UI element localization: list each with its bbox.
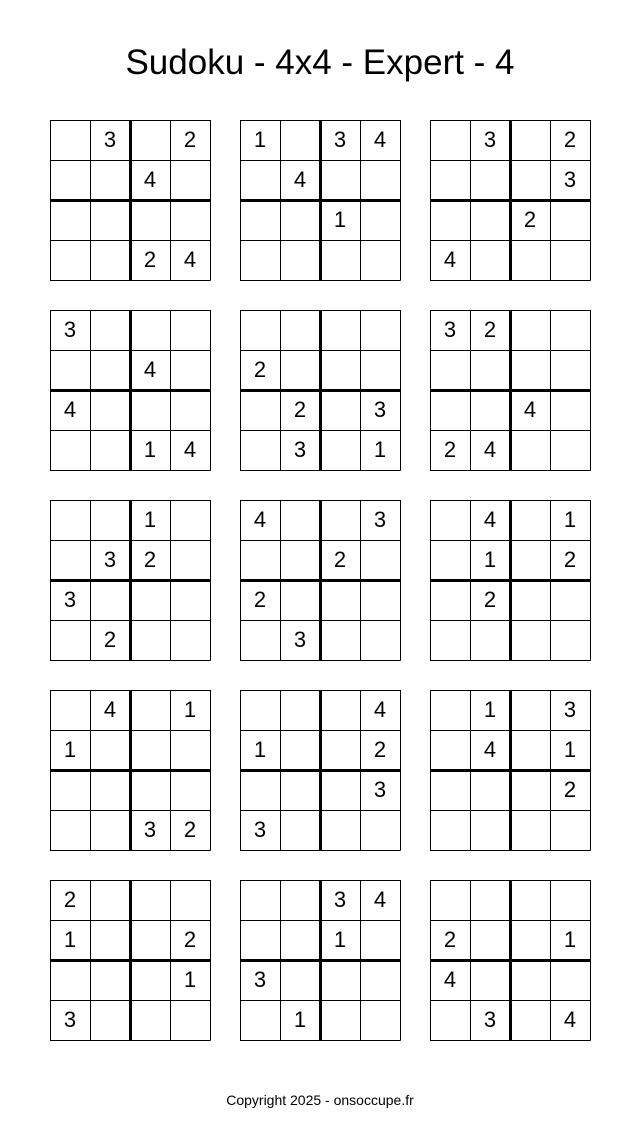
empty-cell[interactable]	[90, 310, 130, 350]
empty-cell[interactable]	[130, 390, 170, 430]
empty-cell[interactable]	[360, 200, 400, 240]
given-digit-cell: 3	[253, 817, 267, 842]
given-digit-cell: 3	[63, 1007, 77, 1032]
sudoku-grid-4	[50, 310, 210, 470]
empty-cell[interactable]	[240, 620, 280, 660]
empty-cell[interactable]	[320, 160, 360, 200]
given-digit-cell: 3	[293, 627, 307, 652]
given-digit-cell: 1	[333, 927, 347, 952]
empty-cell[interactable]	[510, 350, 550, 390]
given-digit-cell: 2	[443, 927, 457, 952]
empty-cell[interactable]	[130, 620, 170, 660]
empty-cell[interactable]	[280, 120, 320, 160]
empty-cell[interactable]	[510, 920, 550, 960]
given-digit-cell: 2	[183, 817, 197, 842]
empty-cell[interactable]	[50, 500, 90, 540]
empty-cell[interactable]	[240, 1000, 280, 1040]
given-digit-cell: 2	[563, 127, 577, 152]
empty-cell[interactable]	[130, 960, 170, 1000]
empty-cell[interactable]	[90, 810, 130, 850]
given-digit-cell: 3	[483, 1007, 497, 1032]
given-digit-cell: 4	[143, 357, 157, 382]
empty-cell[interactable]	[130, 1000, 170, 1040]
given-digit-cell: 2	[483, 587, 497, 612]
empty-cell[interactable]	[170, 200, 210, 240]
empty-cell[interactable]	[170, 770, 210, 810]
empty-cell[interactable]	[240, 690, 280, 730]
sudoku-grid-11	[240, 690, 400, 850]
empty-cell[interactable]	[170, 350, 210, 390]
empty-cell[interactable]	[550, 430, 590, 470]
empty-cell[interactable]	[280, 580, 320, 620]
empty-cell[interactable]	[280, 240, 320, 280]
empty-cell[interactable]	[130, 730, 170, 770]
empty-cell[interactable]	[130, 770, 170, 810]
empty-cell[interactable]	[430, 770, 470, 810]
empty-cell[interactable]	[170, 620, 210, 660]
empty-cell[interactable]	[430, 500, 470, 540]
empty-cell[interactable]	[90, 500, 130, 540]
empty-cell[interactable]	[130, 690, 170, 730]
empty-cell[interactable]	[430, 540, 470, 580]
empty-cell[interactable]	[430, 160, 470, 200]
empty-cell[interactable]	[550, 960, 590, 1000]
empty-cell[interactable]	[320, 240, 360, 280]
empty-cell[interactable]	[550, 580, 590, 620]
given-digit-cell: 4	[63, 397, 77, 422]
empty-cell[interactable]	[510, 430, 550, 470]
empty-cell[interactable]	[430, 1000, 470, 1040]
empty-cell[interactable]	[170, 540, 210, 580]
empty-cell[interactable]	[360, 540, 400, 580]
given-digit-cell: 4	[483, 737, 497, 762]
given-digit-cell: 1	[293, 1007, 307, 1032]
empty-cell[interactable]	[130, 200, 170, 240]
given-digit-cell: 4	[183, 437, 197, 462]
given-digit-cell: 1	[143, 437, 157, 462]
empty-cell[interactable]	[510, 240, 550, 280]
empty-cell[interactable]	[240, 880, 280, 920]
empty-cell[interactable]	[430, 620, 470, 660]
empty-cell[interactable]	[50, 240, 90, 280]
sudoku-grid-10	[50, 690, 210, 850]
empty-cell[interactable]	[320, 730, 360, 770]
empty-cell[interactable]	[130, 310, 170, 350]
given-digit-cell: 1	[333, 207, 347, 232]
given-digit-cell: 4	[373, 887, 387, 912]
empty-cell[interactable]	[360, 620, 400, 660]
empty-cell[interactable]	[510, 540, 550, 580]
empty-cell[interactable]	[50, 620, 90, 660]
given-digit-cell: 3	[63, 587, 77, 612]
sudoku-grid-2	[240, 120, 400, 280]
given-digit-cell: 4	[483, 437, 497, 462]
empty-cell[interactable]	[360, 160, 400, 200]
empty-cell[interactable]	[470, 920, 510, 960]
sudoku-grid-7	[50, 500, 210, 660]
empty-cell[interactable]	[240, 240, 280, 280]
given-digit-cell: 1	[183, 697, 197, 722]
given-digit-cell: 1	[63, 927, 77, 952]
empty-cell[interactable]	[280, 350, 320, 390]
given-digit-cell: 3	[373, 397, 387, 422]
empty-cell[interactable]	[430, 580, 470, 620]
empty-cell[interactable]	[90, 880, 130, 920]
empty-cell[interactable]	[550, 310, 590, 350]
given-digit-cell: 2	[183, 927, 197, 952]
empty-cell[interactable]	[430, 350, 470, 390]
empty-cell[interactable]	[240, 160, 280, 200]
empty-cell[interactable]	[90, 430, 130, 470]
empty-cell[interactable]	[510, 500, 550, 540]
sudoku-grid-15	[430, 880, 590, 1040]
empty-cell[interactable]	[50, 960, 90, 1000]
empty-cell[interactable]	[240, 770, 280, 810]
empty-cell[interactable]	[550, 350, 590, 390]
given-digit-cell: 2	[373, 737, 387, 762]
empty-cell[interactable]	[360, 240, 400, 280]
empty-cell[interactable]	[50, 540, 90, 580]
empty-cell[interactable]	[510, 580, 550, 620]
empty-cell[interactable]	[320, 580, 360, 620]
given-digit-cell: 4	[483, 507, 497, 532]
empty-cell[interactable]	[320, 500, 360, 540]
empty-cell[interactable]	[470, 200, 510, 240]
empty-cell[interactable]	[240, 920, 280, 960]
sudoku-grid-8	[240, 500, 400, 660]
given-digit-cell: 4	[443, 967, 457, 992]
given-digit-cell: 3	[563, 167, 577, 192]
empty-cell[interactable]	[360, 310, 400, 350]
empty-cell[interactable]	[50, 200, 90, 240]
empty-cell[interactable]	[430, 690, 470, 730]
empty-cell[interactable]	[90, 770, 130, 810]
empty-cell[interactable]	[170, 580, 210, 620]
empty-cell[interactable]	[510, 160, 550, 200]
empty-cell[interactable]	[240, 430, 280, 470]
empty-cell[interactable]	[360, 960, 400, 1000]
sudoku-grid-1	[50, 120, 210, 280]
given-digit-cell: 1	[563, 507, 577, 532]
given-digit-cell: 1	[253, 127, 267, 152]
given-digit-cell: 3	[333, 127, 347, 152]
empty-cell[interactable]	[550, 620, 590, 660]
empty-cell[interactable]	[320, 310, 360, 350]
empty-cell[interactable]	[430, 390, 470, 430]
given-digit-cell: 4	[373, 127, 387, 152]
empty-cell[interactable]	[320, 390, 360, 430]
given-digit-cell: 2	[143, 547, 157, 572]
empty-cell[interactable]	[280, 500, 320, 540]
empty-cell[interactable]	[550, 390, 590, 430]
empty-cell[interactable]	[280, 960, 320, 1000]
sudoku-grid-13	[50, 880, 210, 1040]
empty-cell[interactable]	[50, 350, 90, 390]
empty-cell[interactable]	[430, 810, 470, 850]
empty-cell[interactable]	[470, 390, 510, 430]
given-digit-cell: 3	[103, 547, 117, 572]
empty-cell[interactable]	[470, 810, 510, 850]
given-digit-cell: 3	[373, 507, 387, 532]
given-digit-cell: 4	[293, 167, 307, 192]
empty-cell[interactable]	[470, 620, 510, 660]
given-digit-cell: 1	[143, 507, 157, 532]
empty-cell[interactable]	[360, 580, 400, 620]
empty-cell[interactable]	[430, 120, 470, 160]
given-digit-cell: 1	[253, 737, 267, 762]
given-digit-cell: 2	[253, 587, 267, 612]
given-digit-cell: 2	[183, 127, 197, 152]
empty-cell[interactable]	[320, 1000, 360, 1040]
empty-cell[interactable]	[470, 770, 510, 810]
empty-cell[interactable]	[470, 160, 510, 200]
empty-cell[interactable]	[280, 770, 320, 810]
empty-cell[interactable]	[90, 350, 130, 390]
given-digit-cell: 1	[373, 437, 387, 462]
empty-cell[interactable]	[240, 540, 280, 580]
empty-cell[interactable]	[50, 690, 90, 730]
given-digit-cell: 3	[333, 887, 347, 912]
empty-cell[interactable]	[90, 730, 130, 770]
empty-cell[interactable]	[90, 960, 130, 1000]
given-digit-cell: 3	[143, 817, 157, 842]
given-digit-cell: 3	[63, 317, 77, 342]
given-digit-cell: 2	[103, 627, 117, 652]
empty-cell[interactable]	[510, 120, 550, 160]
given-digit-cell: 4	[523, 397, 537, 422]
given-digit-cell: 3	[563, 697, 577, 722]
given-digit-cell: 1	[483, 697, 497, 722]
empty-cell[interactable]	[90, 160, 130, 200]
empty-cell[interactable]	[510, 880, 550, 920]
empty-cell[interactable]	[550, 880, 590, 920]
empty-cell[interactable]	[510, 730, 550, 770]
empty-cell[interactable]	[280, 200, 320, 240]
empty-cell[interactable]	[130, 880, 170, 920]
given-digit-cell: 3	[293, 437, 307, 462]
empty-cell[interactable]	[510, 690, 550, 730]
empty-cell[interactable]	[280, 920, 320, 960]
given-digit-cell: 4	[443, 247, 457, 272]
empty-cell[interactable]	[280, 690, 320, 730]
empty-cell[interactable]	[90, 240, 130, 280]
sudoku-grid-14	[240, 880, 400, 1040]
given-digit-cell: 2	[293, 397, 307, 422]
given-digit-cell: 2	[143, 247, 157, 272]
empty-cell[interactable]	[470, 350, 510, 390]
empty-cell[interactable]	[280, 810, 320, 850]
given-digit-cell: 2	[333, 547, 347, 572]
given-digit-cell: 4	[373, 697, 387, 722]
empty-cell[interactable]	[320, 770, 360, 810]
empty-cell[interactable]	[360, 920, 400, 960]
empty-cell[interactable]	[510, 810, 550, 850]
empty-cell[interactable]	[90, 390, 130, 430]
empty-cell[interactable]	[50, 430, 90, 470]
given-digit-cell: 2	[563, 547, 577, 572]
empty-cell[interactable]	[280, 730, 320, 770]
empty-cell[interactable]	[170, 390, 210, 430]
empty-cell[interactable]	[90, 1000, 130, 1040]
empty-cell[interactable]	[320, 690, 360, 730]
empty-cell[interactable]	[280, 540, 320, 580]
empty-cell[interactable]	[430, 200, 470, 240]
empty-cell[interactable]	[320, 620, 360, 660]
sudoku-grid-3	[430, 120, 590, 280]
empty-cell[interactable]	[170, 880, 210, 920]
empty-cell[interactable]	[50, 160, 90, 200]
empty-cell[interactable]	[170, 160, 210, 200]
given-digit-cell: 2	[523, 207, 537, 232]
given-digit-cell: 1	[563, 927, 577, 952]
empty-cell[interactable]	[130, 120, 170, 160]
given-digit-cell: 2	[563, 777, 577, 802]
empty-cell[interactable]	[360, 810, 400, 850]
empty-cell[interactable]	[90, 200, 130, 240]
empty-cell[interactable]	[550, 810, 590, 850]
given-digit-cell: 2	[443, 437, 457, 462]
empty-cell[interactable]	[510, 770, 550, 810]
given-digit-cell: 4	[143, 167, 157, 192]
sudoku-grid-6	[430, 310, 590, 470]
given-digit-cell: 4	[103, 697, 117, 722]
empty-cell[interactable]	[240, 310, 280, 350]
empty-cell[interactable]	[320, 350, 360, 390]
empty-cell[interactable]	[280, 880, 320, 920]
given-digit-cell: 1	[563, 737, 577, 762]
empty-cell[interactable]	[510, 960, 550, 1000]
empty-cell[interactable]	[280, 310, 320, 350]
given-digit-cell: 4	[253, 507, 267, 532]
empty-cell[interactable]	[170, 1000, 210, 1040]
given-digit-cell: 3	[103, 127, 117, 152]
empty-cell[interactable]	[90, 580, 130, 620]
empty-cell[interactable]	[470, 960, 510, 1000]
given-digit-cell: 1	[483, 547, 497, 572]
given-digit-cell: 1	[63, 737, 77, 762]
given-digit-cell: 2	[253, 357, 267, 382]
empty-cell[interactable]	[470, 240, 510, 280]
given-digit-cell: 2	[483, 317, 497, 342]
empty-cell[interactable]	[510, 620, 550, 660]
empty-cell[interactable]	[320, 810, 360, 850]
empty-cell[interactable]	[550, 240, 590, 280]
empty-cell[interactable]	[320, 960, 360, 1000]
empty-cell[interactable]	[550, 200, 590, 240]
given-digit-cell: 3	[443, 317, 457, 342]
given-digit-cell: 3	[373, 777, 387, 802]
empty-cell[interactable]	[50, 770, 90, 810]
given-digit-cell: 2	[63, 887, 77, 912]
empty-cell[interactable]	[240, 200, 280, 240]
empty-cell[interactable]	[320, 430, 360, 470]
copyright-footer: Copyright 2025 - onsoccupe.fr	[226, 1092, 414, 1108]
page-title: Sudoku - 4x4 - Expert - 4	[125, 43, 515, 82]
empty-cell[interactable]	[470, 880, 510, 920]
empty-cell[interactable]	[130, 920, 170, 960]
sudoku-grid-9	[430, 500, 590, 660]
empty-cell[interactable]	[240, 390, 280, 430]
given-digit-cell: 3	[253, 967, 267, 992]
empty-cell[interactable]	[360, 350, 400, 390]
sudoku-grid-12	[430, 690, 590, 850]
given-digit-cell: 3	[483, 127, 497, 152]
empty-cell[interactable]	[170, 500, 210, 540]
empty-cell[interactable]	[510, 1000, 550, 1040]
empty-cell[interactable]	[430, 730, 470, 770]
empty-cell[interactable]	[90, 920, 130, 960]
empty-cell[interactable]	[50, 120, 90, 160]
empty-cell[interactable]	[510, 310, 550, 350]
empty-cell[interactable]	[430, 880, 470, 920]
empty-cell[interactable]	[170, 730, 210, 770]
given-digit-cell: 4	[183, 247, 197, 272]
sudoku-grid-5	[240, 310, 400, 470]
given-digit-cell: 1	[183, 967, 197, 992]
empty-cell[interactable]	[360, 1000, 400, 1040]
empty-cell[interactable]	[170, 310, 210, 350]
empty-cell[interactable]	[130, 580, 170, 620]
empty-cell[interactable]	[50, 810, 90, 850]
given-digit-cell: 4	[563, 1007, 577, 1032]
